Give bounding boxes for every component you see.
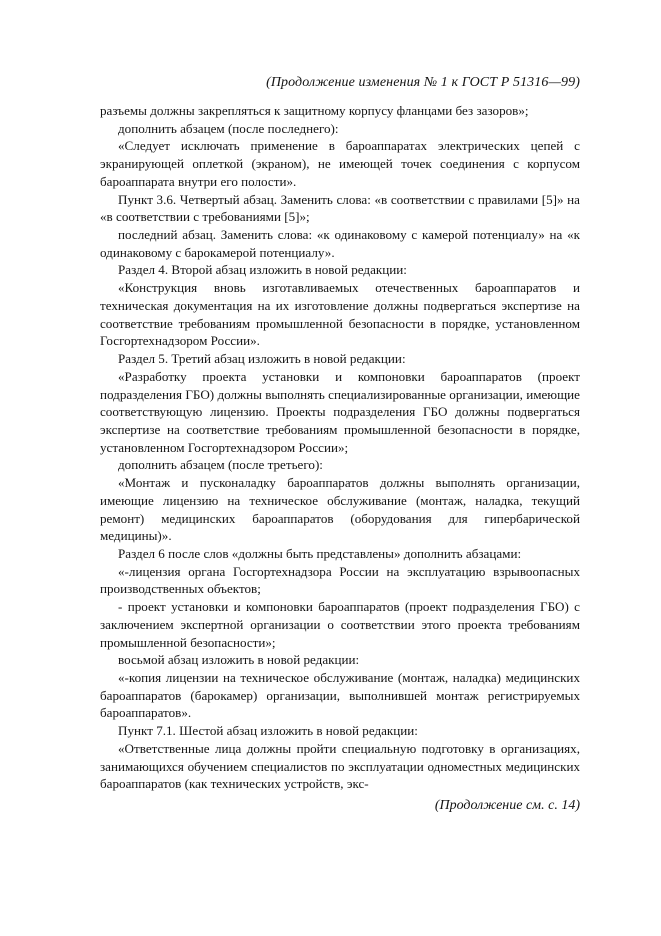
paragraph: «Конструкция вновь изготавливаемых отечественных бароаппаратов и техническая документация на их изготовление должны подвергаться экспертизе на соответствие требованиям промышленной безопасности в порядке, установленном Госгортехнадзором России».: [100, 280, 580, 349]
paragraph: Пункт 3.6. Четвертый абзац. Заменить слова: «в соответствии с правилами [5]» на «в соответствии с требованиями [5]»;: [100, 191, 580, 225]
paragraph: разъемы должны закрепляться к защитному корпусу фланцами без зазоров»;: [100, 103, 529, 118]
paragraph: «Следует исключать применение в бароаппаратах электрических цепей с экранирующей оплеткой (экраном), не имеющей точек соединения с корпусом бароаппарата внутри его полости».: [100, 138, 580, 189]
paragraph: Раздел 4. Второй абзац изложить в новой редакции:: [118, 262, 407, 278]
paragraph: «-лицензия органа Госгортехнадзора России на эксплуатацию взрывоопасных производственных объектов;: [100, 563, 580, 597]
paragraph: дополнить абзацем (после третьего):: [118, 457, 323, 473]
paragraph: «Разработку проекта установки и компоновки бароаппаратов (проект подразделения ГБО) должны выполнять специализированные организации, имеющие соответствующую лицензию. Проекты подразделения ГБО должны подвергаться экспертизе на соответствие требованиям промышленной безопасности в порядке, установленном Госгортехнадзором России»;: [100, 368, 580, 455]
paragraph: Раздел 6 после слов «должны быть представлены» дополнить абзацами:: [118, 545, 522, 561]
paragraph: последний абзац. Заменить слова: «к одинаковому с камерой потенциалу» на «к одинаковому с барокамерой потенциалу».: [100, 227, 580, 260]
paragraph: - проект установки и компоновки бароаппаратов (проект подразделения ГБО) с заключением экспертной организации о соответствии этого проекта требованиям промышленной безопасности»;: [100, 599, 580, 650]
paragraph: дополнить абзацем (после последнего):: [118, 120, 339, 136]
continuation-footer: (Продолжение см. с. 14): [434, 798, 580, 813]
paragraph: Пункт 7.1. Шестой абзац изложить в новой редакции:: [118, 723, 418, 739]
paragraph: восьмой абзац изложить в новой редакции:: [118, 652, 360, 668]
paragraph: Раздел 5. Третий абзац изложить в новой редакции:: [118, 351, 406, 367]
paragraph: «Монтаж и пусконаладку бароаппаратов должны выполнять организации, имеющие лицензию на техническое обслуживание (монтаж, наладка, текущий ремонт) медицинских бароаппаратов (оборудования для гипербарической медицины)».: [100, 475, 580, 544]
paragraph: «Ответственные лица должны пройти специальную подготовку в организациях, занимающихся обучением специалистов по эксплуатации одноместных медицинских бароаппаратов (как технических устройств, экс-: [100, 740, 580, 792]
paragraph: «-копия лицензии на техническое обслуживание (монтаж, наладка) медицинских бароаппаратов (барокамер) организации, выполнившей монтаж регистрируемых бароаппаратов».: [100, 670, 580, 721]
document-body: [100, 102, 580, 793]
continuation-header: (Продолжение изменения № 1 к ГОСТ Р 51316—99): [266, 75, 580, 90]
